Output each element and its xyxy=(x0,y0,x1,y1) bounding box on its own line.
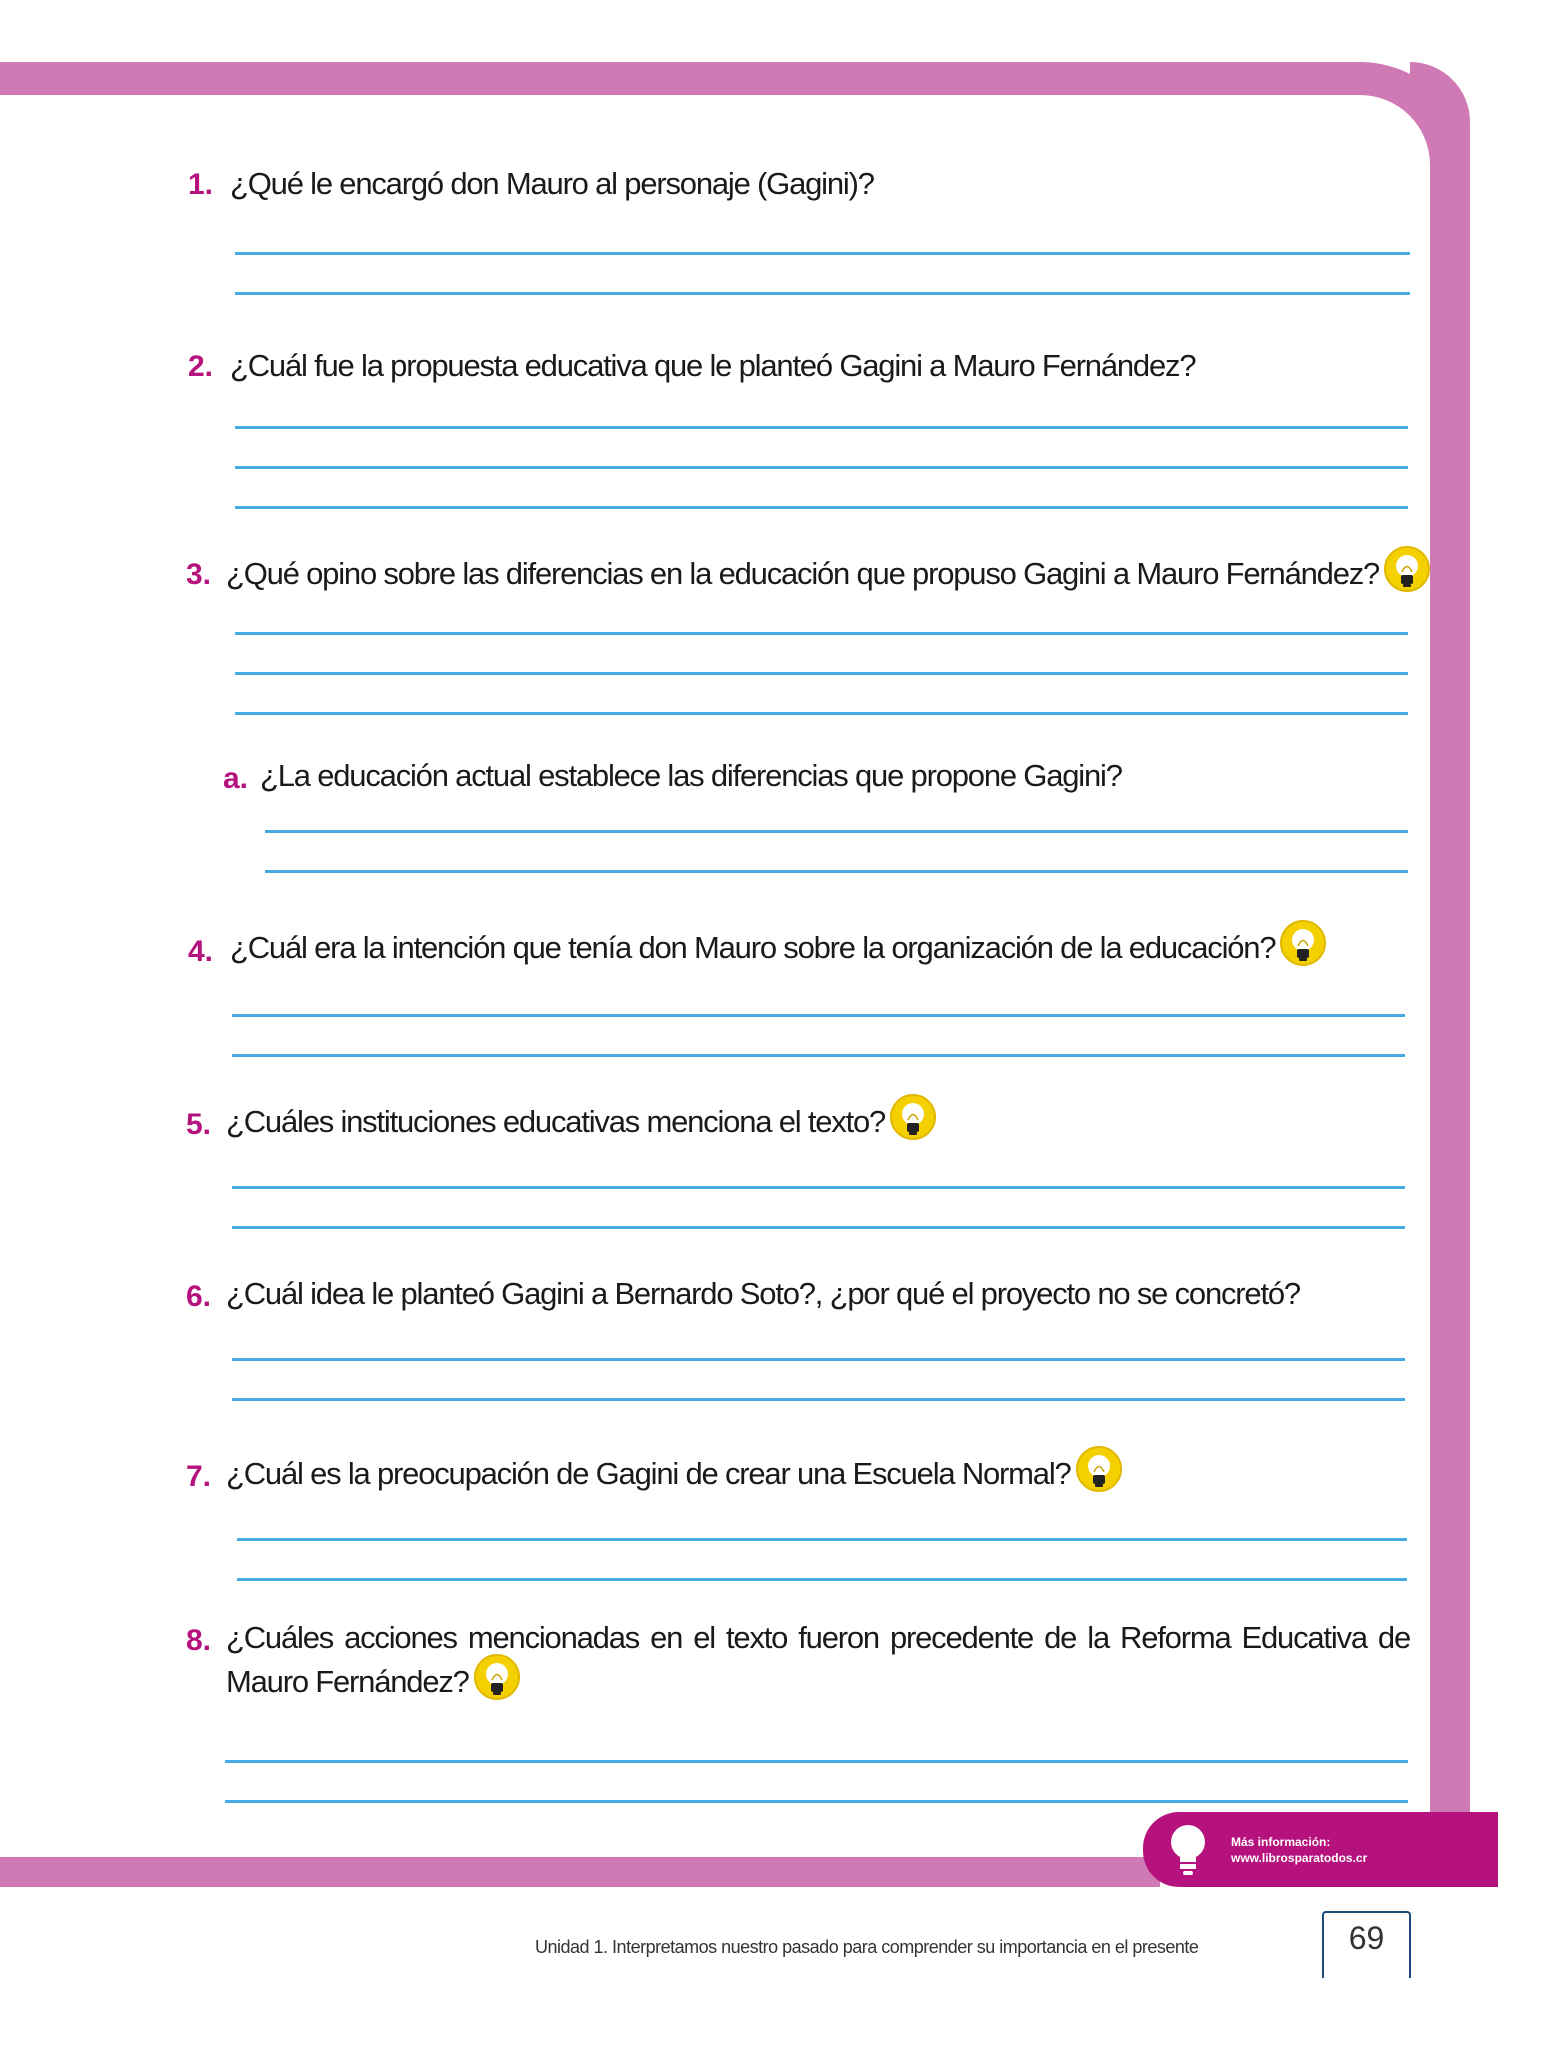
lightbulb-icon xyxy=(1163,1822,1213,1878)
answer-line[interactable] xyxy=(235,466,1408,469)
answer-line[interactable] xyxy=(225,1760,1408,1763)
footer-unit-title: Unidad 1. Interpretamos nuestro pasado para comprender su importancia en el presente xyxy=(535,1937,1199,1957)
answer-line[interactable] xyxy=(232,1186,1405,1189)
question-text xyxy=(226,1104,937,1141)
question-text-content: ¿Cuál es la preocupación de Gagini de crear una Escuela Normal? xyxy=(226,1456,1071,1491)
more-info-badge[interactable] xyxy=(1143,1812,1498,1887)
question-text-content: ¿Qué opino sobre las diferencias en la educación que propuso Gagini a Mauro Fernández? xyxy=(226,556,1380,591)
answer-line[interactable] xyxy=(232,1398,1405,1401)
answer-line[interactable] xyxy=(265,870,1408,873)
answer-line[interactable] xyxy=(235,712,1408,715)
more-info-text xyxy=(1231,1834,1367,1866)
question-number: 2. xyxy=(188,350,214,383)
answer-line[interactable] xyxy=(235,672,1408,675)
lightbulb-icon xyxy=(889,1093,937,1141)
more-info-label: Más información: xyxy=(1231,1835,1331,1849)
question-text xyxy=(226,1456,1123,1493)
question-text: ¿Cuál idea le planteó Gagini a Bernardo Soto?, ¿por qué el proyecto no se concretó? xyxy=(226,1276,1300,1311)
question-number: 1. xyxy=(188,168,214,201)
subquestion-letter: a. xyxy=(223,762,249,795)
question-text xyxy=(230,930,1327,967)
question-text-content: ¿Cuál era la intención que tenía don Mauro sobre la organización de la educación? xyxy=(230,930,1276,965)
answer-line[interactable] xyxy=(225,1800,1408,1803)
question-number: 8. xyxy=(186,1624,212,1657)
lightbulb-icon xyxy=(473,1653,521,1701)
answer-line[interactable] xyxy=(237,1578,1407,1581)
answer-line[interactable] xyxy=(232,1226,1405,1229)
answer-line[interactable] xyxy=(265,830,1408,833)
question-number: 4. xyxy=(188,935,214,968)
answer-line[interactable] xyxy=(237,1538,1407,1541)
question-number: 6. xyxy=(186,1280,212,1313)
more-info-url[interactable]: www.librosparatodos.cr xyxy=(1231,1851,1368,1865)
question-number: 3. xyxy=(186,558,212,591)
question-text-content: Mauro Fernández? xyxy=(226,1664,469,1699)
answer-line[interactable] xyxy=(235,252,1410,255)
question-text: ¿Cuál fue la propuesta educativa que le planteó Gagini a Mauro Fernández? xyxy=(230,348,1196,383)
answer-line[interactable] xyxy=(232,1054,1405,1057)
answer-line[interactable] xyxy=(232,1014,1405,1017)
question-text: ¿La educación actual establece las diferencias que propone Gagini? xyxy=(260,758,1122,793)
lightbulb-icon xyxy=(1279,919,1327,967)
page-number: 69 xyxy=(1348,1920,1385,1956)
question-number: 5. xyxy=(186,1108,212,1141)
question-text-line-1: ¿Cuáles acciones mencionadas en el texto fueron precedente de la Reforma Educativa de xyxy=(226,1620,1410,1655)
answer-line[interactable] xyxy=(235,506,1408,509)
answer-line[interactable] xyxy=(235,632,1408,635)
answer-line[interactable] xyxy=(235,426,1408,429)
answer-line[interactable] xyxy=(232,1358,1405,1361)
page-frame-bottom xyxy=(0,1857,1160,1887)
question-text-line-2 xyxy=(226,1664,521,1701)
question-text-content: ¿Cuáles instituciones educativas menciona el texto? xyxy=(226,1104,886,1139)
answer-line[interactable] xyxy=(235,292,1410,295)
lightbulb-icon xyxy=(1383,545,1431,593)
question-text: ¿Qué le encargó don Mauro al personaje (Gagini)? xyxy=(230,166,874,201)
lightbulb-icon xyxy=(1075,1445,1123,1493)
question-text xyxy=(226,556,1431,593)
question-number: 7. xyxy=(186,1460,212,1493)
